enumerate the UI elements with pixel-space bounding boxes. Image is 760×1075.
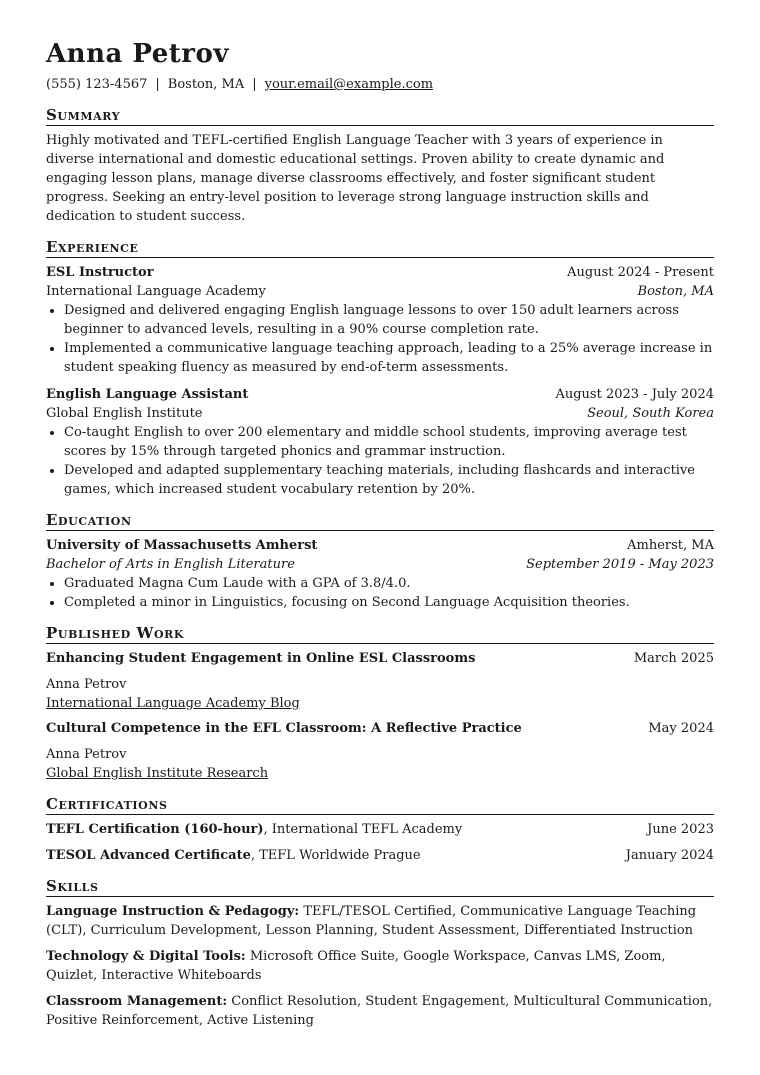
email-link[interactable]: your.email@example.com (264, 77, 434, 92)
certification-date: January 2024 (625, 848, 714, 863)
bullet-item: • Developed and adapted supplementary teaching materials, including flashcards and interactive games, which increased student vocabulary retention by 20%. (64, 461, 714, 499)
skill-list: TEFL/TESOL Certified, Communicative Language Teaching (CLT), Curriculum Development, Lesson Planning, Student Assessment, Differentiated Instruction (46, 904, 697, 938)
job-entry (46, 385, 714, 499)
resume-page (46, 38, 714, 1037)
section-title-summary: Summary (46, 106, 714, 126)
phone-number: (555) 123-4567 (46, 77, 148, 92)
certification-entry (46, 820, 714, 839)
bullet-item: • Designed and delivered engaging English language lessons to over 150 adult learners across beginner to advanced levels, resulting in a 90% course completion rate. (64, 301, 714, 339)
certification-issuer: , International TEFL Academy (263, 822, 463, 837)
school-location: Amherst, MA (627, 538, 714, 553)
job-location: Seoul, South Korea (587, 406, 714, 421)
certification-date: June 2023 (647, 822, 714, 837)
job-dates: August 2023 - July 2024 (555, 387, 714, 402)
section-title-certifications: Certifications (46, 795, 714, 815)
publication-author: Anna Petrov (46, 747, 127, 762)
publication-venue-link[interactable]: International Language Academy Blog (46, 696, 300, 711)
bullet-item: • Implemented a communicative language teaching approach, leading to a 25% average increase in student speaking fluency as measured by end-of-term assessments. (64, 339, 714, 377)
certification-name: TESOL Advanced Certificate (46, 848, 251, 863)
job-organization: Global English Institute (46, 406, 203, 421)
education-dates: September 2019 - May 2023 (526, 557, 714, 572)
certification-entry (46, 846, 714, 865)
skill-list: Conflict Resolution, Student Engagement, Multicultural Communication, Positive Reinforcement, Active Listening (46, 994, 713, 1028)
job-role: ESL Instructor (46, 265, 154, 280)
job-bullets (46, 301, 714, 377)
job-location: Boston, MA (637, 284, 714, 299)
section-title-experience: Experience (46, 238, 714, 258)
skill-category: Language Instruction & Pedagogy: (46, 904, 300, 919)
skill-category: Technology & Digital Tools: (46, 949, 246, 964)
summary-text: Highly motivated and TEFL-certified English Language Teacher with 3 years of experience in diverse international and domestic educational settings. Proven ability to create dynamic and engaging lesson plans, manage diverse classrooms effectively, and foster significant student progress. Seeking an entry-level position to leverage strong language instruction skills and dedication to student success. (46, 133, 665, 224)
certification-issuer: , TEFL Worldwide Prague (250, 848, 421, 863)
education-entry (46, 536, 714, 612)
skill-entry (46, 902, 714, 940)
publication-author: Anna Petrov (46, 677, 127, 692)
section-title-education: Education (46, 511, 714, 531)
publication-date: May 2024 (648, 721, 714, 736)
publication-venue-link[interactable]: Global English Institute Research (46, 766, 269, 781)
bullet-item: • Graduated Magna Cum Laude with a GPA of 3.8/4.0. (64, 574, 714, 593)
skill-entry (46, 947, 714, 985)
publication-title: Cultural Competence in the EFL Classroom: A Reflective Practice (46, 721, 522, 736)
job-entry (46, 263, 714, 377)
section-title-skills: Skills (46, 877, 714, 897)
job-dates: August 2024 - Present (567, 265, 714, 280)
section-title-published-work: Published Work (46, 624, 714, 644)
bullet-item: • Co-taught English to over 200 elementary and middle school students, improving average test scores by 15% through targeted phonics and grammar instruction. (64, 423, 714, 461)
bullet-item: • Completed a minor in Linguistics, focusing on Second Language Acquisition theories. (64, 593, 714, 612)
school-name: University of Massachusetts Amherst (46, 538, 318, 553)
separator: | (252, 77, 257, 92)
publication-entry (46, 649, 714, 713)
contact-line (46, 76, 714, 94)
skill-list: Microsoft Office Suite, Google Workspace, Canvas LMS, Zoom, Quizlet, Interactive Whiteboards (46, 949, 666, 983)
publication-date: March 2025 (633, 651, 714, 666)
degree: Bachelor of Arts in English Literature (46, 557, 295, 572)
publication-title: Enhancing Student Engagement in Online ESL Classrooms (46, 651, 476, 666)
certification-name: TEFL Certification (160-hour) (46, 822, 264, 837)
education-bullets (46, 574, 714, 612)
location: Boston, MA (167, 77, 245, 92)
skill-category: Classroom Management: (46, 994, 228, 1009)
job-organization: International Language Academy (46, 284, 266, 299)
separator: | (155, 77, 160, 92)
publication-entry (46, 719, 714, 783)
job-bullets (46, 423, 714, 499)
job-role: English Language Assistant (46, 387, 249, 402)
candidate-name: Anna Petrov (46, 39, 229, 69)
skill-entry (46, 992, 714, 1030)
